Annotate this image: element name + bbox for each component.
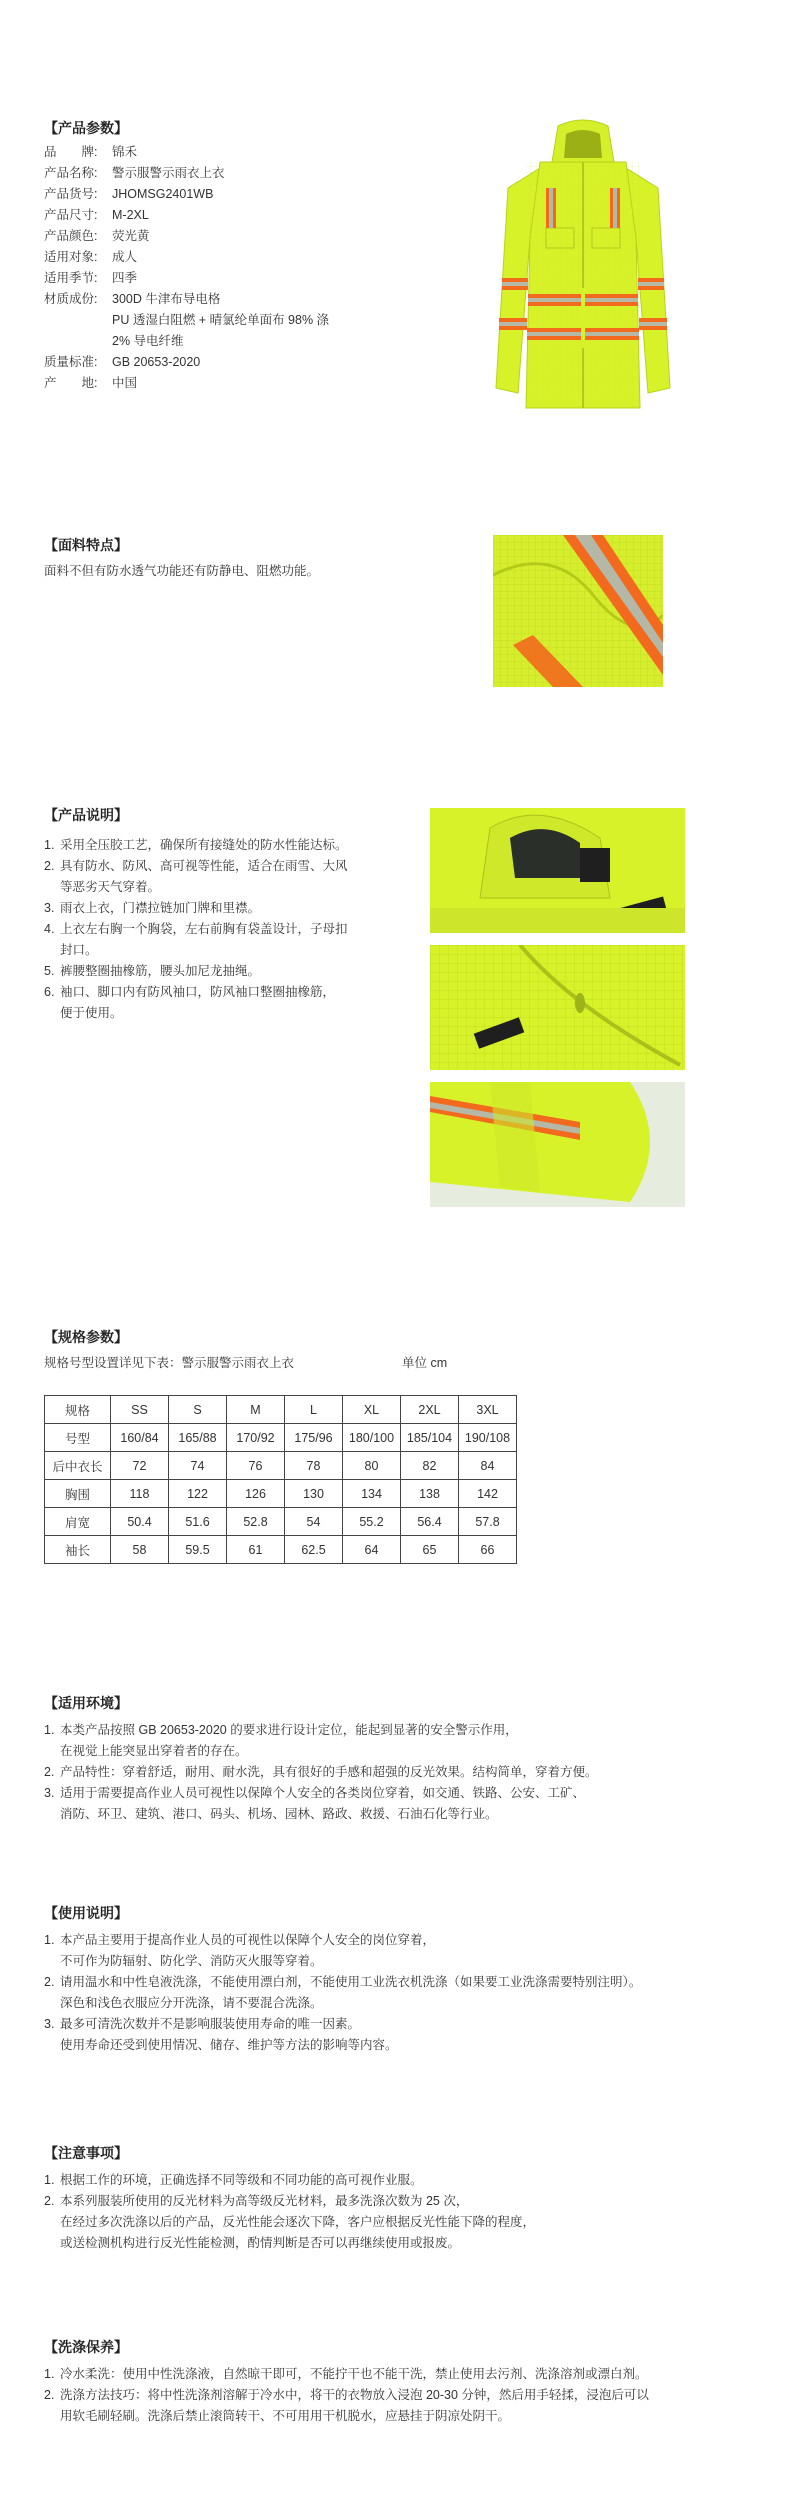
wash-list-item (44, 2385, 744, 2427)
item-number: 2. (44, 1975, 55, 1989)
item-line: 或送检测机构进行反光性能检测，酌情判断是否可以再继续使用或报废。 (60, 2236, 461, 2250)
section-title-desc: 【产品说明】 (44, 807, 128, 823)
item-line: 深色和浅色衣服应分开洗涤，请不要混合洗涤。 (60, 1996, 323, 2010)
item-line: 上衣左右胸一个胸袋，左右前胸有袋盖设计，子母扣 (60, 922, 348, 936)
table-cell: 130 (285, 1480, 343, 1508)
wash-list (44, 2364, 744, 2427)
table-cell: 56.4 (401, 1508, 459, 1536)
table-cell: 54 (285, 1508, 343, 1536)
params-key: 产品货号: (44, 187, 98, 201)
params-value: M-2XL (112, 208, 149, 222)
fabric-detail-image (493, 535, 663, 687)
item-line: 裤腰整圈抽橡筋，腰头加尼龙抽绳。 (60, 964, 261, 978)
item-line: 请用温水和中性皂液洗涤，不能使用漂白剂，不能使用工业洗衣机洗涤（如果要工业洗涤需要特别注明）。 (60, 1975, 642, 1989)
params-row (44, 163, 225, 184)
table-cell: 138 (401, 1480, 459, 1508)
desc-list-item (44, 856, 404, 898)
table-cell: 号型 (45, 1424, 111, 1452)
table-cell: M (227, 1396, 285, 1424)
params-key: 质量标准: (44, 355, 98, 369)
table-cell: 84 (459, 1452, 517, 1480)
params-row (44, 331, 184, 352)
table-cell: 74 (169, 1452, 227, 1480)
env-list-item (44, 1720, 744, 1762)
table-cell: SS (111, 1396, 169, 1424)
notice-list (44, 2170, 744, 2254)
params-row (44, 373, 137, 394)
table-cell: 142 (459, 1480, 517, 1508)
table-cell: 2XL (401, 1396, 459, 1424)
spec-unit: 单位 cm (402, 1356, 448, 1370)
params-key: 材质成份: (44, 292, 98, 306)
item-line: 具有防水、防风、高可视等性能，适合在雨雪、大风 (60, 859, 348, 873)
table-row (45, 1424, 517, 1452)
table-cell: 65 (401, 1536, 459, 1564)
item-line: 使用寿命还受到使用情况、储存、维护等方法的影响等内容。 (60, 2038, 398, 2052)
item-line: 消防、环卫、建筑、港口、码头、机场、园林、路政、救援、石油石化等行业。 (60, 1807, 498, 1821)
usage-list (44, 1930, 744, 2056)
item-number: 1. (44, 1933, 55, 1947)
section-title-params: 【产品参数】 (44, 120, 128, 136)
item-line: 在视觉上能突显出穿着者的存在。 (60, 1744, 248, 1758)
section-title-spec: 【规格参数】 (44, 1329, 128, 1345)
params-row (44, 205, 149, 226)
item-line: 产品特性：穿着舒适，耐用、耐水洗，具有很好的手感和超强的反光效果。结构简单，穿着方便。 (60, 1765, 598, 1779)
params-value: PU 透湿白阻燃 + 晴氯纶单面布 98% 涤 (112, 313, 330, 327)
params-value: 荧光黄 (112, 229, 150, 243)
table-row (45, 1536, 517, 1564)
item-line: 不可作为防辐射、防化学、消防灭火服等穿着。 (60, 1954, 323, 1968)
table-cell: 80 (343, 1452, 401, 1480)
size-table (44, 1395, 517, 1564)
item-line: 用软毛刷轻刷。洗涤后禁止滚筒转干、不可用用干机脱水，应悬挂于阴凉处阴干。 (60, 2409, 511, 2423)
item-line: 最多可清洗次数并不是影响服装使用寿命的唯一因素。 (60, 2017, 361, 2031)
item-line: 适用于需要提高作业人员可视性以保障个人安全的各类岗位穿着，如交通、铁路、公安、工矿、 (60, 1786, 586, 1800)
table-cell: 61 (227, 1536, 285, 1564)
section-title-env: 【适用环境】 (44, 1695, 128, 1711)
wash-list-item (44, 2364, 744, 2385)
desc-list-item (44, 919, 404, 961)
env-list-item (44, 1762, 744, 1783)
params-row (44, 247, 137, 268)
section-title-notice: 【注意事项】 (44, 2145, 128, 2161)
table-row (45, 1452, 517, 1480)
item-line: 根据工作的环境，正确选择不同等级和不同功能的高可视作业服。 (60, 2173, 423, 2187)
item-number: 1. (44, 838, 55, 852)
item-line: 雨衣上衣，门襟拉链加门牌和里襟。 (60, 901, 261, 915)
params-key: 产品颜色: (44, 229, 98, 243)
desc-list-item (44, 835, 404, 856)
desc-list-item (44, 982, 404, 1024)
item-line: 洗涤方法技巧：将中性洗涤剂溶解于冷水中，将干的衣物放入浸泡 20-30 分钟，然后用手轻揉，浸泡后可以 (60, 2388, 649, 2402)
table-cell: 后中衣长 (45, 1452, 111, 1480)
table-cell: 肩宽 (45, 1508, 111, 1536)
params-row (44, 352, 200, 373)
item-number: 3. (44, 901, 55, 915)
params-value: 2% 导电纤维 (112, 334, 184, 348)
table-cell: 55.2 (343, 1508, 401, 1536)
params-key: 适用季节: (44, 271, 98, 285)
table-cell: 57.8 (459, 1508, 517, 1536)
usage-list-item (44, 1930, 744, 1972)
table-cell: 134 (343, 1480, 401, 1508)
table-cell: 64 (343, 1536, 401, 1564)
item-line: 袖口、脚口内有防风袖口，防风袖口整圈抽橡筋， (60, 985, 336, 999)
table-cell: 165/88 (169, 1424, 227, 1452)
notice-list-item (44, 2170, 744, 2191)
table-cell: 126 (227, 1480, 285, 1508)
item-number: 3. (44, 1786, 55, 1800)
params-key: 品 牌: (44, 145, 98, 159)
params-value: 中国 (112, 376, 138, 390)
section-title-usage: 【使用说明】 (44, 1905, 128, 1921)
table-cell: 170/92 (227, 1424, 285, 1452)
item-line: 封口。 (60, 943, 98, 957)
spec-note: 规格号型设置详见下表：警示服警示雨衣上衣 (44, 1356, 295, 1370)
table-cell: 52.8 (227, 1508, 285, 1536)
table-cell: 50.4 (111, 1508, 169, 1536)
table-cell: 3XL (459, 1396, 517, 1424)
table-cell: 66 (459, 1536, 517, 1564)
params-row (44, 310, 329, 331)
item-line: 本系列服装所使用的反光材料为高等级反光材料，最多洗涤次数为 25 次， (60, 2194, 469, 2208)
table-cell: 59.5 (169, 1536, 227, 1564)
params-key: 产品尺寸: (44, 208, 98, 222)
table-cell: 78 (285, 1452, 343, 1480)
item-number: 1. (44, 1723, 55, 1737)
item-number: 5. (44, 964, 55, 978)
cuff-detail-image (430, 1082, 685, 1207)
table-cell: 62.5 (285, 1536, 343, 1564)
env-list (44, 1720, 744, 1825)
table-cell: XL (343, 1396, 401, 1424)
table-cell: 185/104 (401, 1424, 459, 1452)
section-title-wash: 【洗涤保养】 (44, 2339, 128, 2355)
table-header-row (45, 1396, 517, 1424)
section-title-fabric: 【面料特点】 (44, 537, 128, 553)
item-line: 等恶劣天气穿着。 (60, 880, 161, 894)
table-cell: 胸围 (45, 1480, 111, 1508)
table-cell: 72 (111, 1452, 169, 1480)
params-value: GB 20653-2020 (112, 355, 201, 369)
jacket-product-image (488, 118, 678, 418)
env-list-item (44, 1783, 744, 1825)
table-cell: 规格 (45, 1396, 111, 1424)
desc-list-item (44, 898, 404, 919)
params-key: 产 地: (44, 376, 98, 390)
notice-list-item (44, 2191, 744, 2254)
params-row (44, 289, 220, 310)
table-cell: S (169, 1396, 227, 1424)
table-cell: 82 (401, 1452, 459, 1480)
table-cell: 175/96 (285, 1424, 343, 1452)
table-cell: 袖长 (45, 1536, 111, 1564)
params-key: 产品名称: (44, 166, 98, 180)
item-number: 1. (44, 2173, 55, 2187)
table-cell: 76 (227, 1452, 285, 1480)
params-row (44, 142, 137, 163)
params-value: 锦禾 (112, 145, 138, 159)
usage-list-item (44, 1972, 744, 2014)
desc-list-item (44, 961, 404, 982)
item-line: 本产品主要用于提高作业人员的可视性以保障个人安全的岗位穿着， (60, 1933, 436, 1947)
params-value: 四季 (112, 271, 138, 285)
params-value: 成人 (112, 250, 138, 264)
params-value: 300D 牛津布导电格 (112, 292, 221, 306)
table-cell: 118 (111, 1480, 169, 1508)
item-line: 冷水柔洗：使用中性洗涤液，自然晾干即可，不能拧干也不能干洗，禁止使用去污剂、洗涤溶剂或漂白剂。 (60, 2367, 648, 2381)
item-number: 4. (44, 922, 55, 936)
desc-list (44, 835, 404, 1024)
table-cell: 190/108 (459, 1424, 517, 1452)
item-line: 采用全压胶工艺，确保所有接缝处的防水性能达标。 (60, 838, 348, 852)
params-value: 警示服警示雨衣上衣 (112, 166, 225, 180)
item-line: 在经过多次洗涤以后的产品，反光性能会逐次下降，客户应根据反光性能下降的程度， (60, 2215, 536, 2229)
fabric-text: 面料不但有防水透气功能还有防静电、阻燃功能。 (44, 564, 320, 578)
table-cell: 122 (169, 1480, 227, 1508)
table-cell: 58 (111, 1536, 169, 1564)
params-key: 适用对象: (44, 250, 98, 264)
params-row (44, 184, 213, 205)
item-line: 便于使用。 (60, 1006, 123, 1020)
item-number: 1. (44, 2367, 55, 2381)
item-number: 2. (44, 2194, 55, 2208)
table-cell: L (285, 1396, 343, 1424)
table-cell: 160/84 (111, 1424, 169, 1452)
params-value: JHOMSG2401WB (112, 187, 214, 201)
item-number: 2. (44, 2388, 55, 2402)
hood-detail-image (430, 808, 685, 933)
item-number: 6. (44, 985, 55, 999)
table-row (45, 1480, 517, 1508)
params-row (44, 226, 150, 247)
zipper-detail-image (430, 945, 685, 1070)
usage-list-item (44, 2014, 744, 2056)
item-number: 3. (44, 2017, 55, 2031)
table-cell: 51.6 (169, 1508, 227, 1536)
item-number: 2. (44, 1765, 55, 1779)
item-number: 2. (44, 859, 55, 873)
item-line: 本类产品按照 GB 20653-2020 的要求进行设计定位，能起到显著的安全警示作用， (60, 1723, 518, 1737)
table-cell: 180/100 (343, 1424, 401, 1452)
params-row (44, 268, 137, 289)
table-row (45, 1508, 517, 1536)
